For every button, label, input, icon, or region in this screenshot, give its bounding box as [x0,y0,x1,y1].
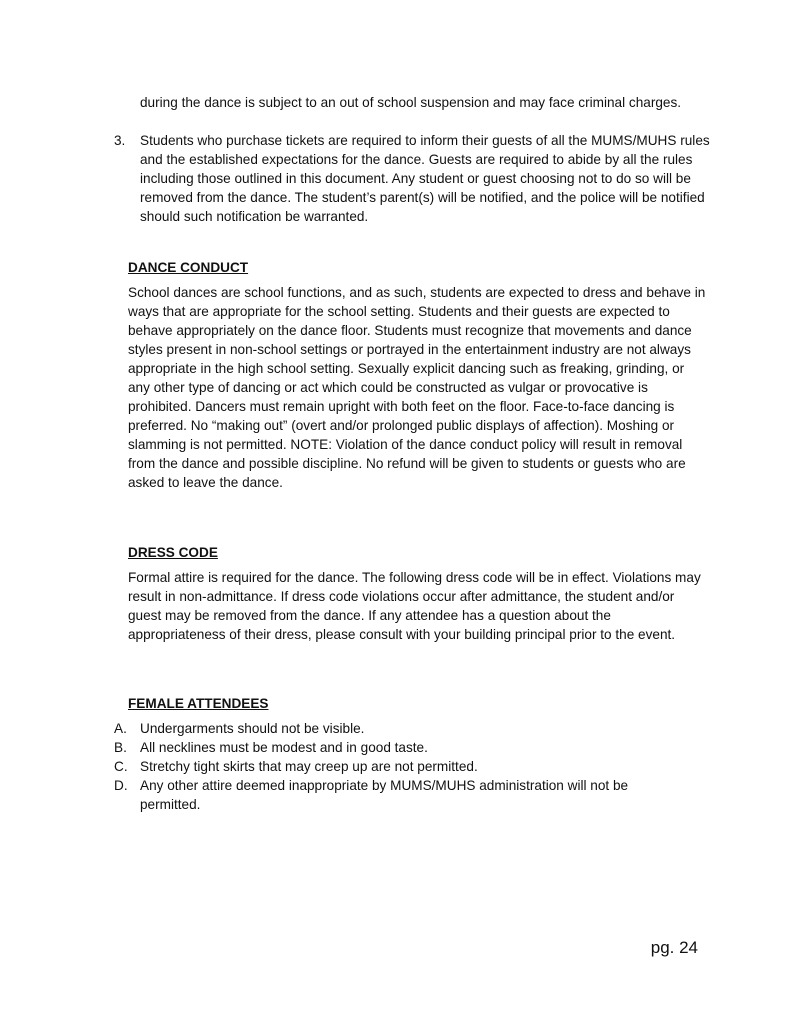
list-marker: A. [114,721,127,736]
continuation-paragraph: during the dance is subject to an out of school suspension and may face criminal charges. [140,95,682,110]
female-attendees-item-d [114,776,674,814]
list-item-text: Stretchy tight skirts that may creep up are not permitted. [140,759,478,774]
female-attendees-heading: FEMALE ATTENDEES [128,696,269,711]
list-marker: C. [114,759,128,774]
female-attendees-item-a [114,719,714,738]
list-marker: B. [114,740,127,755]
dress-code-heading: DRESS CODE [128,545,218,560]
dress-code-paragraph: Formal attire is required for the dance. The following dress code will be in effect. Violations may result in non-admittance. If dress code violations occur after admittance, the student and/or guest may be removed from the dance. If any attendee has a question about the appropriateness of their dress, please consult with your building principal prior to the event. [128,570,701,642]
list-marker: D. [114,778,128,793]
page-number: pg. 24 [650,938,698,957]
list-item-text: Undergarments should not be visible. [140,721,365,736]
rule-item-marker: 3. [114,133,126,148]
dance-conduct-heading: DANCE CONDUCT [128,260,249,275]
rule-item-3 [114,131,714,226]
list-item-text: All necklines must be modest and in good taste. [140,740,428,755]
female-attendees-item-c [114,757,714,776]
dance-conduct-paragraph: School dances are school functions, and as such, students are expected to dress and behave in ways that are appropriate for the school setting. Students and their guests are expected to behave appropriately on the dance floor. Students must recognize that movements and dance styles present in non-school settings or portrayed in the entertainment industry are not always appropriate in the high school setting. Sexually explicit dancing such as freaking, grinding, or any other type of dancing or act which could be constructed as vulgar or provocative is prohibited. Dancers must remain upright with both feet on the floor. Face-to-face dancing is preferred. No “making out” (overt and/or prolonged public displays of affection). Moshing or slamming is not permitted. NOTE: Violation of the dance conduct policy will result in removal from the dance and possible discipline. No refund will be given to students or guests who are asked to leave the dance. [128,285,706,490]
list-item-text: Any other attire deemed inappropriate by MUMS/MUHS administration will not be permitted. [140,778,629,812]
female-attendees-item-b [114,738,714,757]
rule-item-text: Students who purchase tickets are required to inform their guests of all the MUMS/MUHS rules and the established expectations for the dance. Guests are required to abide by all the rules including those outlined in this document. Any student or guest choosing not to do so will be removed from the dance. The student’s parent(s) will be notified, and the police will be notified should such notification be warranted. [140,133,710,224]
